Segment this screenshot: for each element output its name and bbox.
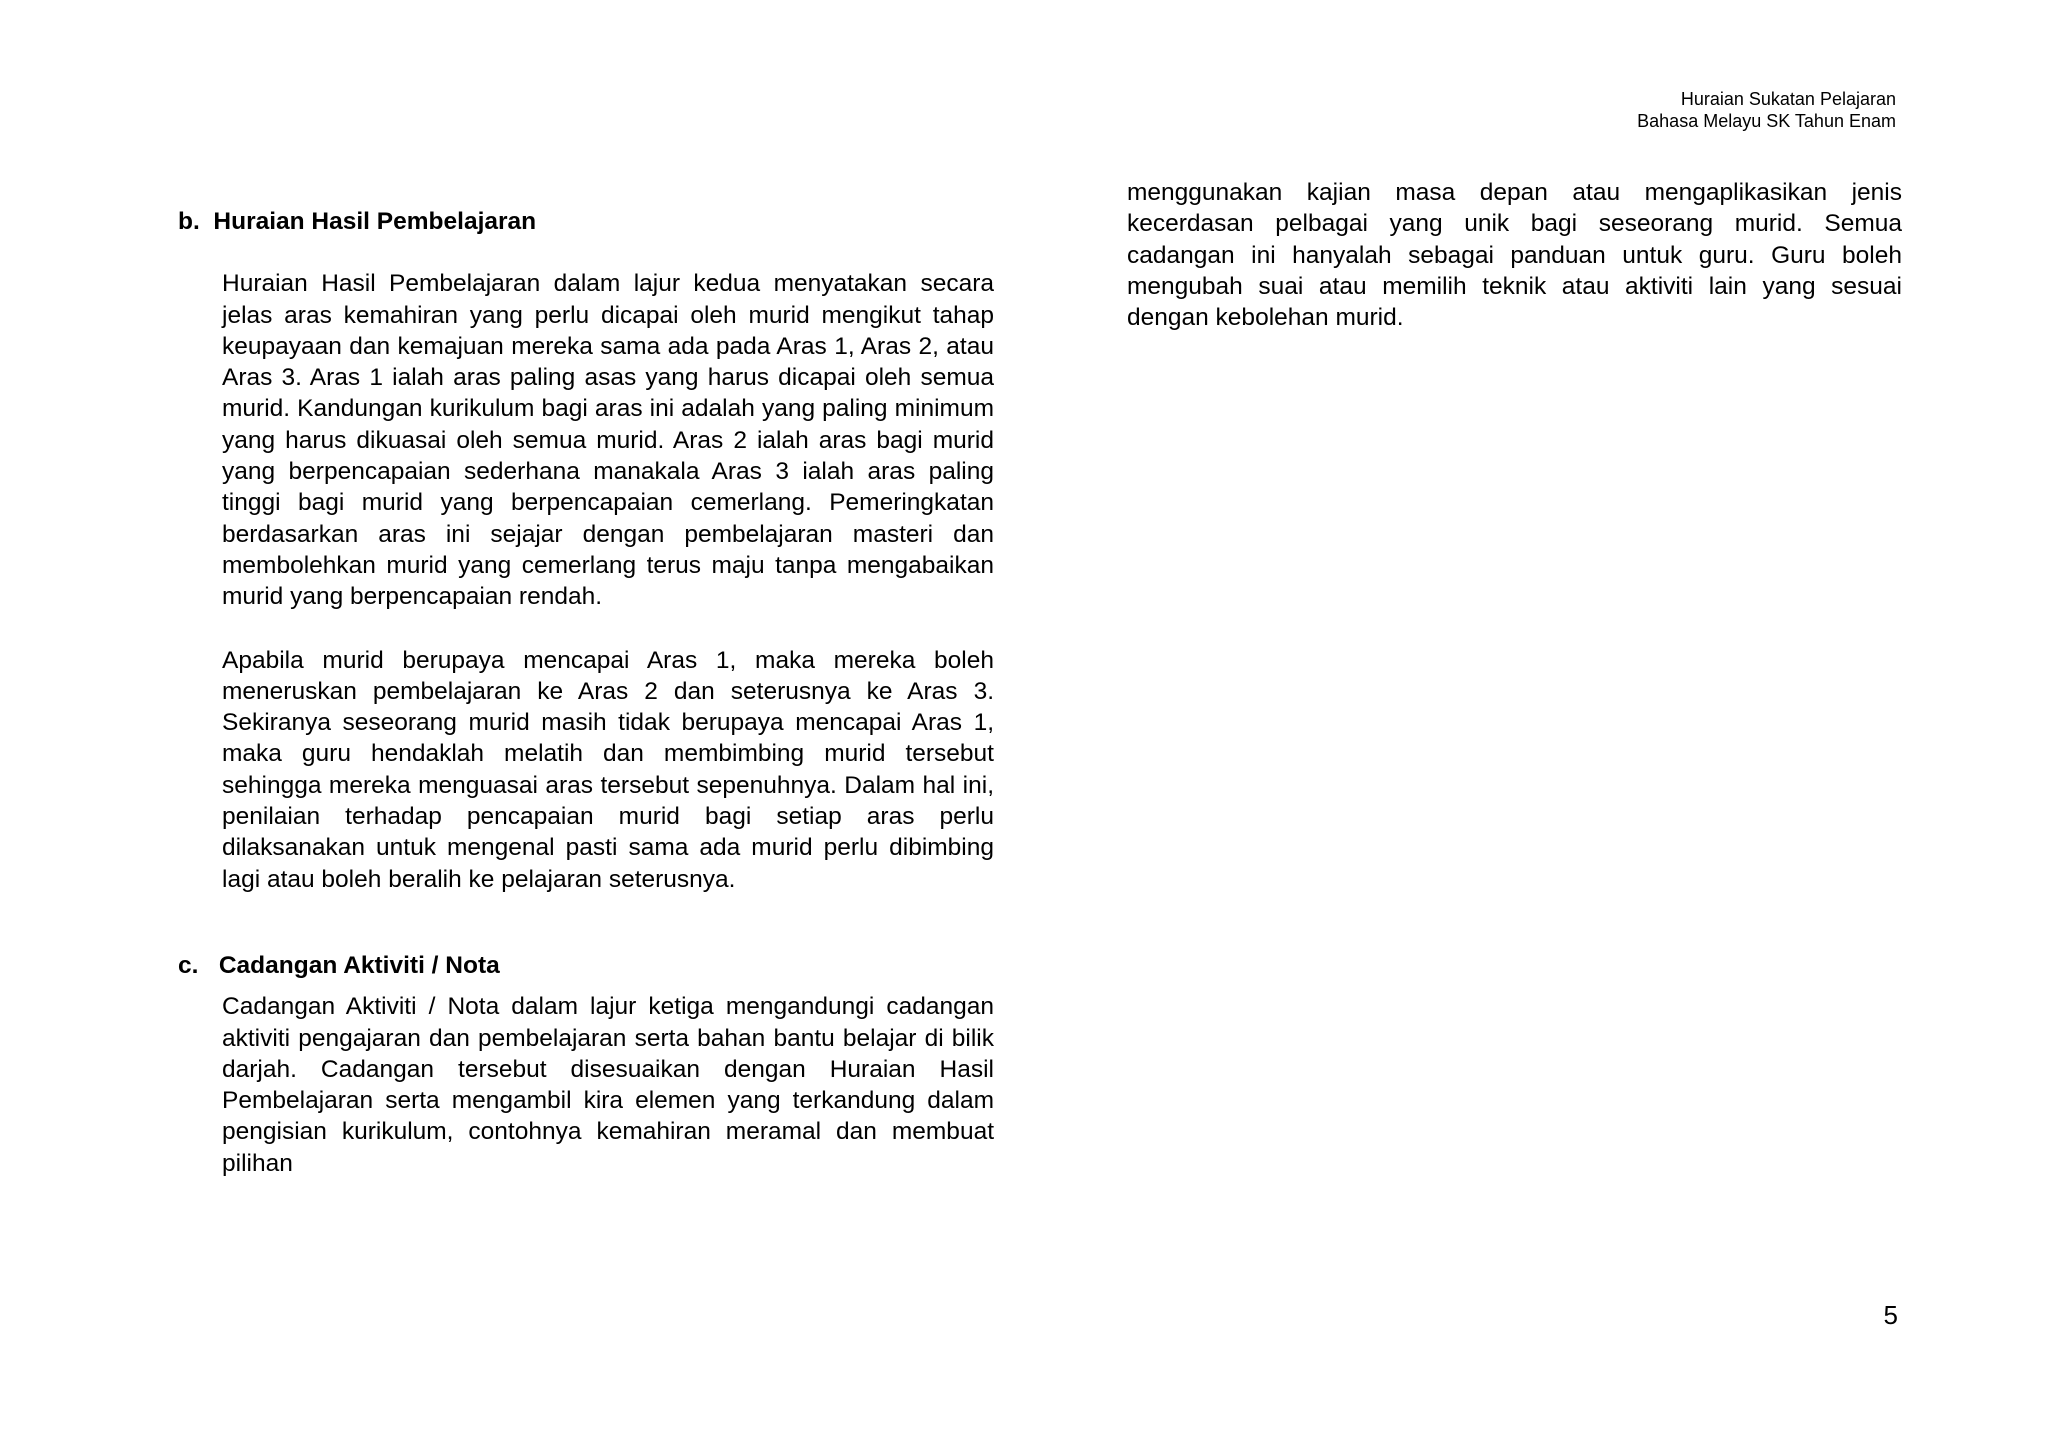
section-c-paragraph-part-2: menggunakan kajian masa depan atau mengaplikasikan jenis kecerdasan pelbagai yang unik bagi seseorang murid. Semua cadangan ini hanyalah sebagai panduan untuk guru. Guru boleh mengubah suai atau memilih teknik atau aktiviti lain yang sesuai dengan kebolehan murid. [1127, 179, 1902, 332]
section-b-paragraph-1: Huraian Hasil Pembelajaran dalam lajur kedua menyatakan secara jelas aras kemahiran yang perlu dicapai oleh murid mengikut tahap keupayaan dan kemajuan mereka sama ada pada Aras 1, Aras 2, atau Aras 3. Aras 1 ialah aras paling asas yang harus dicapai oleh semua murid. Kandungan kurikulum bagi aras ini adalah yang paling minimum yang harus dikuasai oleh semua murid. Aras 2 ialah aras bagi murid yang berpencapaian sederhana manakala Aras 3 ialah aras paling tinggi bagi murid yang berpencapaian cemerlang. Pemeringkatan berdasarkan aras ini sejajar dengan pembelajaran masteri dan membolehkan murid yang cemerlang terus maju tanpa mengabaikan murid yang berpencapaian rendah. [222, 270, 994, 611]
section-c-heading [178, 950, 994, 981]
section-c-paragraph-part-1: Cadangan Aktiviti / Nota dalam lajur ketiga mengandungi cadangan aktiviti pengajaran dan pembelajaran serta bahan bantu belajar di bilik darjah. Cadangan tersebut disesuaikan dengan Huraian Hasil Pembelajaran serta mengambil kira elemen yang terkandung dalam pengisian kurikulum, contohnya kemahiran meramal dan membuat pilihan [222, 993, 994, 1177]
section-c-title: Cadangan Aktiviti / Nota [218, 951, 500, 979]
header-line-1: Huraian Sukatan Pelajaran [1680, 89, 1896, 109]
section-b-heading [178, 206, 994, 237]
section-b-marker: b. [178, 208, 200, 235]
running-header [1637, 88, 1896, 132]
section-b-title: Huraian Hasil Pembelajaran [213, 208, 537, 235]
section-b-paragraph-2: Apabila murid berupaya mencapai Aras 1, maka mereka boleh meneruskan pembelajaran ke Aras 2 dan seterusnya ke Aras 3. Sekiranya seseorang murid masih tidak berupaya mencapai Aras 1, maka guru hendaklah melatih dan membimbing murid tersebut sehingga mereka menguasai aras tersebut sepenuhnya. Dalam hal ini, penilaian terhadap pencapaian murid bagi setiap aras perlu dilaksanakan untuk mengenal pasti sama ada murid perlu dibimbing lagi atau boleh beralih ke pelajaran seterusnya. [222, 646, 994, 893]
page-number: 5 [1883, 1300, 1898, 1330]
section-c-marker: c. [178, 951, 199, 979]
left-column [178, 206, 994, 1179]
right-column [1127, 177, 1902, 333]
header-line-2: Bahasa Melayu SK Tahun Enam [1637, 111, 1896, 131]
